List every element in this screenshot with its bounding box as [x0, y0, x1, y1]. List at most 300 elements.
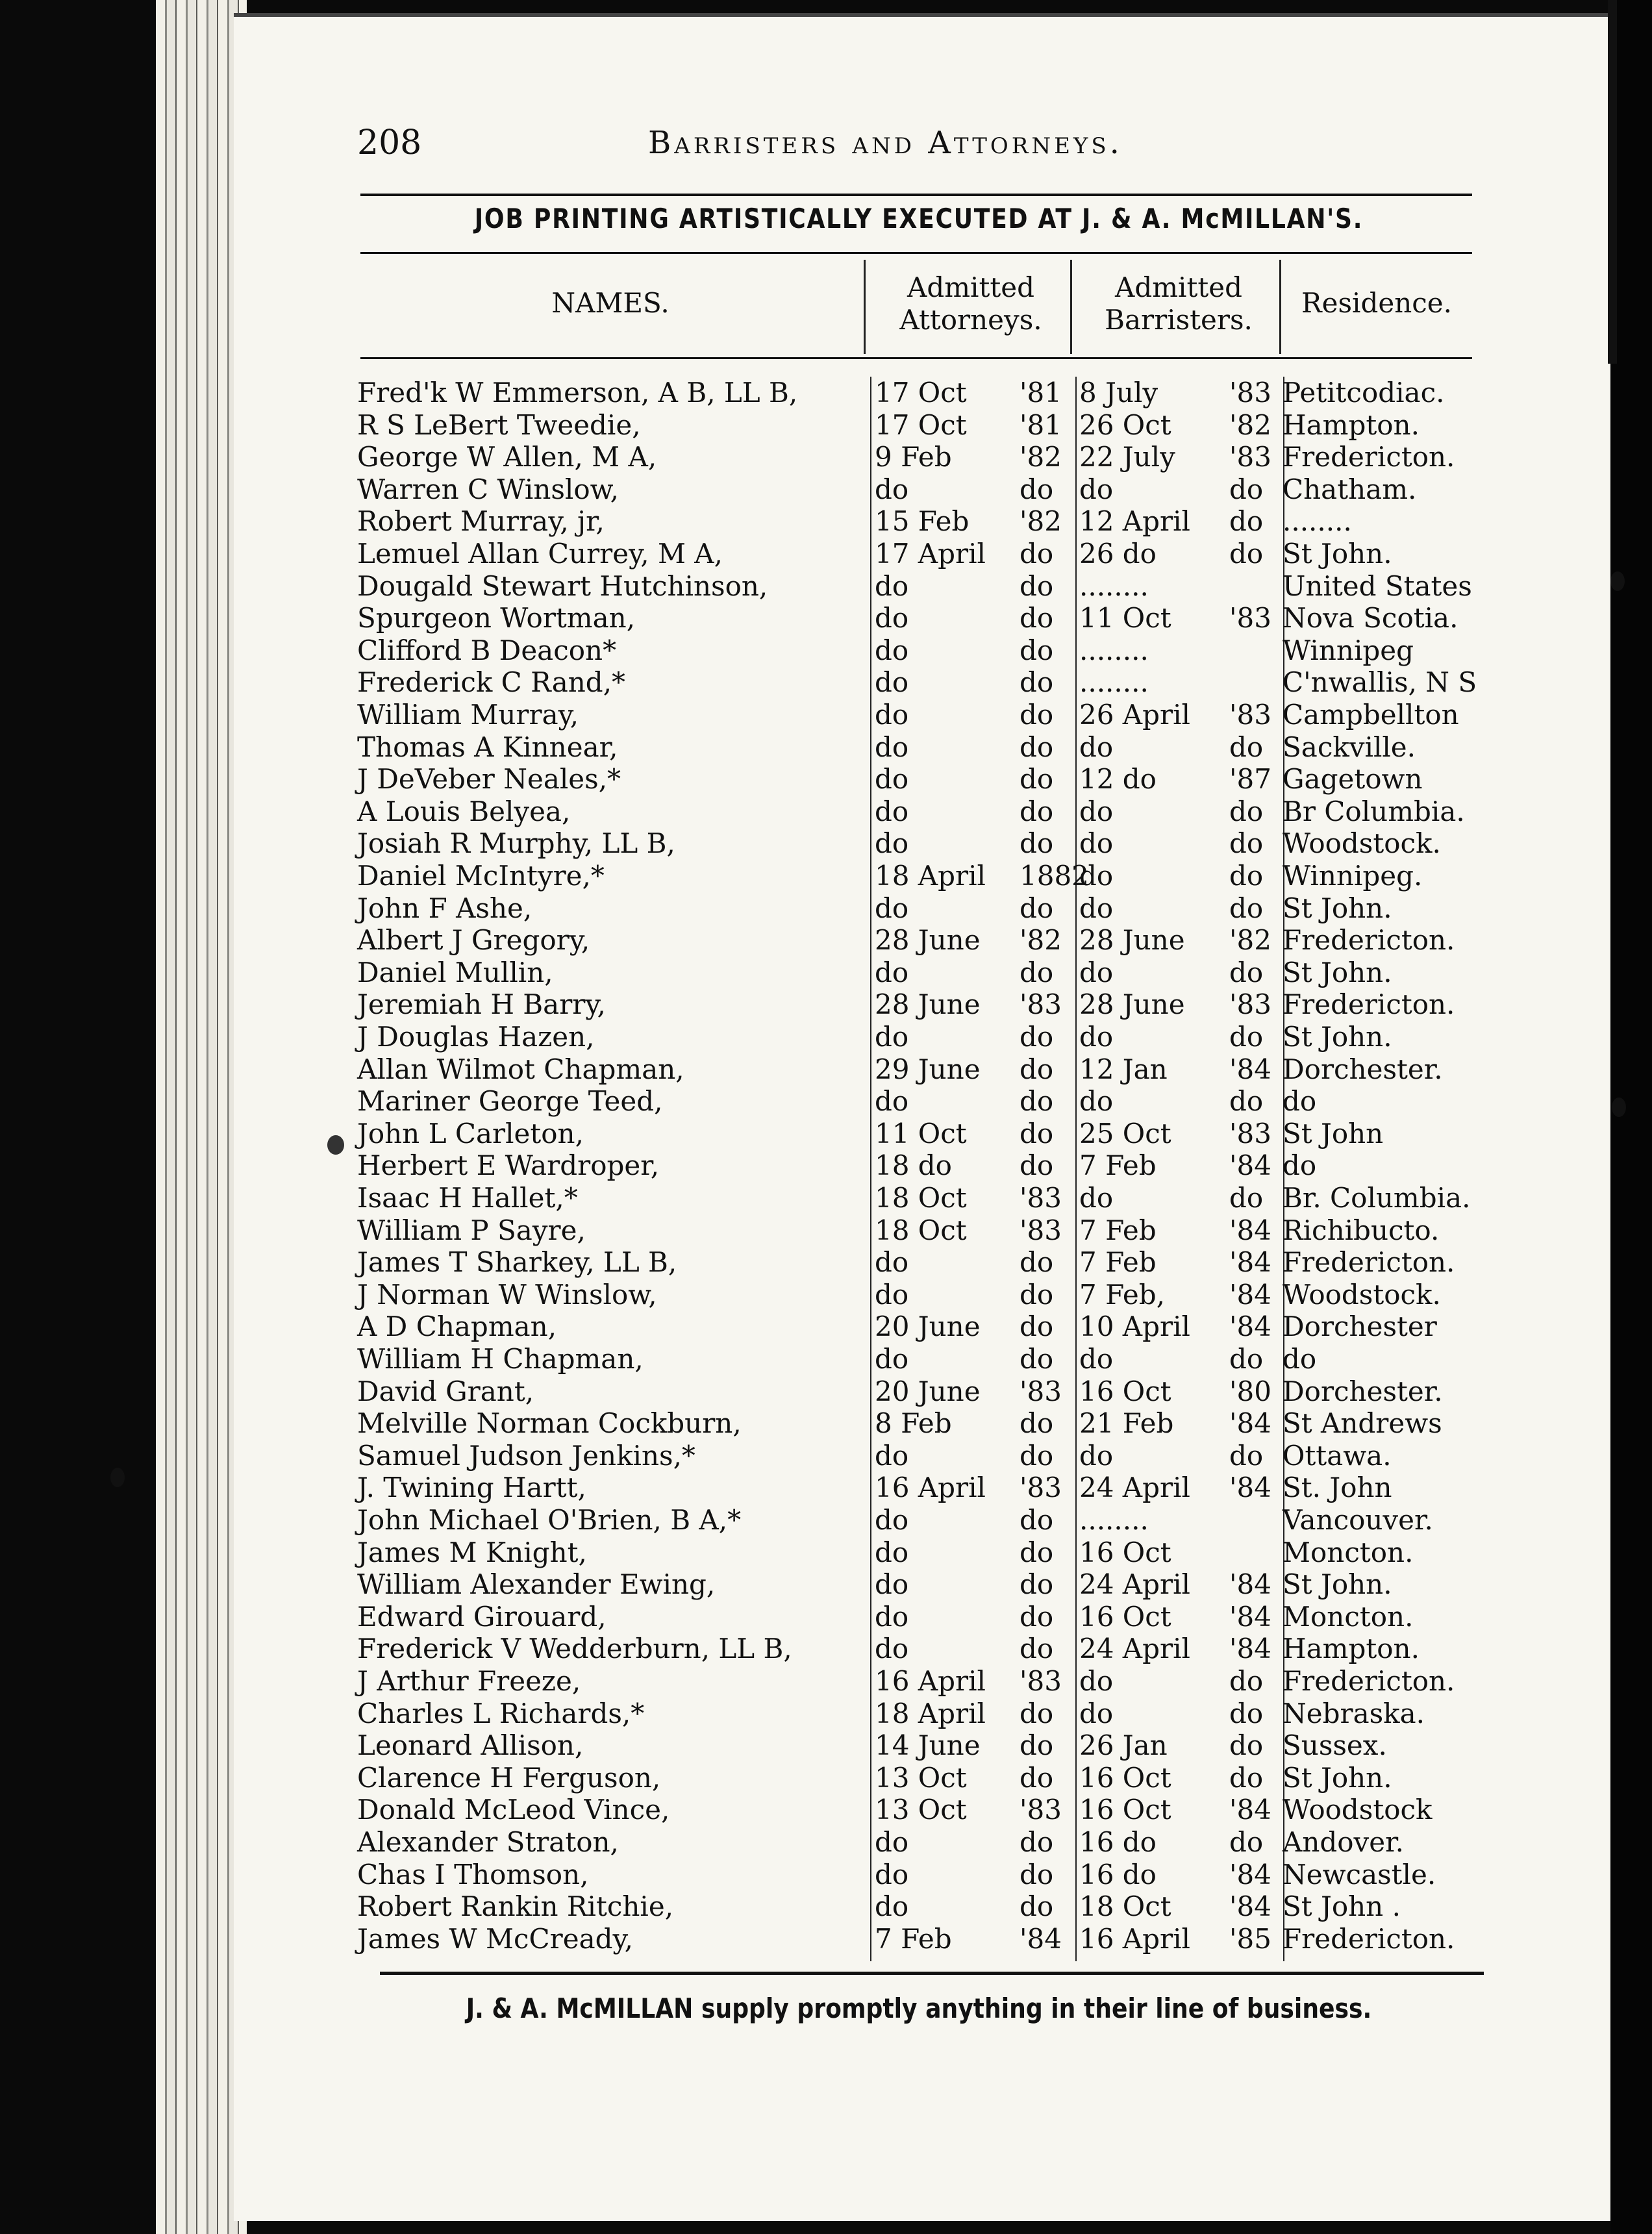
attorney-date-cell: 18 Oct	[875, 1182, 967, 1214]
attorney-date-cell: 14 June	[875, 1729, 981, 1762]
barrister-date-cell: 18 Oct	[1079, 1890, 1171, 1923]
banner-rule	[360, 252, 1472, 254]
attorney-date-cell: do	[875, 1021, 909, 1053]
barrister-date-cell: 16 Oct	[1079, 1600, 1171, 1633]
column-header-barristers	[1075, 271, 1283, 336]
attorney-year-cell: do	[1020, 827, 1054, 860]
barrister-year-cell: '84	[1229, 1568, 1271, 1601]
barrister-year-cell: '84	[1229, 1053, 1271, 1085]
barrister-date-cell: do	[1079, 827, 1114, 860]
residence-cell: St John	[1283, 1117, 1384, 1149]
attorney-year-cell: do	[1020, 1600, 1054, 1633]
attorney-year-cell: do	[1020, 956, 1054, 988]
name-cell: Clifford B Deacon*	[357, 634, 617, 666]
name-cell: A Louis Belyea,	[357, 795, 571, 827]
residence-cell: St John .	[1283, 1890, 1401, 1923]
attorney-year-cell: '83	[1020, 1665, 1062, 1697]
attorney-date-cell: 17 Oct	[875, 408, 967, 441]
barrister-year-cell: '82	[1229, 408, 1271, 441]
name-cell: Albert J Gregory,	[357, 924, 590, 957]
attorney-year-cell: do	[1020, 1633, 1054, 1665]
name-cell: Frederick V Wedderburn, LL B,	[357, 1633, 792, 1665]
attorney-year-cell: do	[1020, 1890, 1054, 1923]
attorney-year-cell: '82	[1020, 505, 1062, 538]
attorney-date-cell: do	[875, 1504, 909, 1536]
barrister-year-cell: '83	[1229, 377, 1271, 408]
barrister-year-cell: do	[1229, 1665, 1264, 1697]
residence-cell: Fredericton.	[1283, 924, 1455, 957]
attorney-year-cell: do	[1020, 1021, 1054, 1053]
barrister-date-cell: 21 Feb	[1079, 1407, 1174, 1440]
name-cell: R S LeBert Tweedie,	[357, 408, 641, 441]
column-header-attorneys-line2: Attorneys.	[899, 304, 1042, 336]
attorney-date-cell: 11 Oct	[875, 1117, 967, 1149]
attorney-year-cell: '83	[1020, 1375, 1062, 1407]
attorney-year-cell: do	[1020, 795, 1054, 827]
ink-blot	[327, 1135, 344, 1155]
residence-cell: Fredericton.	[1283, 1665, 1455, 1697]
barrister-date-cell: do	[1079, 860, 1114, 892]
attorney-date-cell: 18 do	[875, 1149, 952, 1182]
attorney-date-cell: do	[875, 602, 909, 634]
attorney-year-cell: do	[1020, 1407, 1054, 1440]
name-cell: Daniel McIntyre,*	[357, 860, 605, 892]
residence-cell: Winnipeg	[1283, 634, 1414, 666]
attorney-date-cell: do	[875, 763, 909, 796]
attorney-year-cell: '83	[1020, 1472, 1062, 1504]
attorney-year-cell: do	[1020, 1568, 1054, 1601]
page-header	[357, 123, 1474, 182]
barrister-year-cell: do	[1229, 1021, 1264, 1053]
name-cell: John Michael O'Brien, B A,*	[357, 1504, 742, 1536]
residence-cell: Gagetown	[1283, 763, 1423, 796]
barrister-date-cell: 8 July	[1079, 377, 1158, 408]
name-cell: J Norman W Winslow,	[357, 1278, 657, 1311]
attorney-date-cell: do	[875, 892, 909, 924]
residence-cell: United States	[1283, 570, 1472, 602]
attorney-year-cell: do	[1020, 1343, 1054, 1375]
name-cell: Dougald Stewart Hutchinson,	[357, 570, 768, 602]
residence-cell: St John.	[1283, 1021, 1392, 1053]
barrister-date-cell: 12 do	[1079, 763, 1157, 796]
barrister-year-cell: '84	[1229, 1633, 1271, 1665]
scan-artifact-spot	[1612, 1098, 1626, 1117]
attorney-date-cell: 9 Feb	[875, 441, 952, 473]
attorney-year-cell: '81	[1020, 408, 1062, 441]
attorney-date-cell: do	[875, 1085, 909, 1118]
barrister-date-cell: 22 July	[1079, 441, 1175, 473]
name-cell: John L Carleton,	[357, 1117, 584, 1149]
name-cell: Thomas A Kinnear,	[357, 731, 618, 763]
name-cell: William Alexander Ewing,	[357, 1568, 716, 1601]
barrister-year-cell: '84	[1229, 1890, 1271, 1923]
attorney-date-cell: do	[875, 795, 909, 827]
barrister-date-cell: 16 Oct	[1079, 1761, 1171, 1794]
column-divider	[870, 377, 871, 1961]
barrister-year-cell: '84	[1229, 1246, 1271, 1279]
residence-cell: Fredericton.	[1283, 1246, 1455, 1279]
name-cell: Herbert E Wardroper,	[357, 1149, 660, 1182]
attorney-date-cell: do	[875, 1858, 909, 1890]
attorney-date-cell: 16 April	[875, 1665, 986, 1697]
barrister-date-cell: 7 Feb	[1079, 1149, 1157, 1182]
name-cell: John F Ashe,	[357, 892, 532, 924]
page-number: 208	[357, 123, 422, 162]
attorney-year-cell: do	[1020, 1858, 1054, 1890]
barrister-date-cell: ........	[1079, 666, 1149, 699]
name-cell: A D Chapman,	[357, 1311, 557, 1343]
barrister-year-cell: '84	[1229, 1149, 1271, 1182]
barrister-date-cell: 24 April	[1079, 1633, 1190, 1665]
attorney-date-cell: do	[875, 1343, 909, 1375]
name-cell: Samuel Judson Jenkins,*	[357, 1439, 695, 1472]
column-divider	[1070, 260, 1072, 354]
residence-cell: St John.	[1283, 956, 1392, 988]
name-cell: Fred'k W Emmerson, A B, LL B,	[357, 377, 798, 408]
attorney-year-cell: do	[1020, 1729, 1054, 1762]
attorney-year-cell: do	[1020, 1117, 1054, 1149]
barrister-date-cell: 26 do	[1079, 538, 1157, 570]
barrister-year-cell: do	[1229, 1729, 1264, 1762]
barrister-year-cell: '83	[1229, 699, 1271, 731]
residence-cell: Nebraska.	[1283, 1697, 1425, 1729]
barrister-date-cell: do	[1079, 1439, 1114, 1472]
barrister-date-cell: 16 do	[1079, 1826, 1157, 1858]
barrister-year-cell: '84	[1229, 1858, 1271, 1890]
name-cell: Alexander Straton,	[357, 1826, 619, 1858]
barrister-date-cell: 26 April	[1079, 699, 1190, 731]
attorney-date-cell: do	[875, 1568, 909, 1601]
attorney-year-cell: '82	[1020, 924, 1062, 957]
residence-cell: Woodstock	[1283, 1794, 1433, 1826]
attorney-year-cell: '81	[1020, 377, 1062, 408]
attorney-year-cell: do	[1020, 763, 1054, 796]
attorney-year-cell: '83	[1020, 1182, 1062, 1214]
barrister-date-cell: 26 Oct	[1079, 408, 1171, 441]
barrister-year-cell: '83	[1229, 988, 1271, 1021]
name-cell: Donald McLeod Vince,	[357, 1794, 670, 1826]
advertisement-banner: JOB PRINTING ARTISTICALLY EXECUTED AT J. & A. McMILLAN'S.	[474, 203, 1364, 234]
barrister-date-cell: 26 Jan	[1079, 1729, 1168, 1762]
attorney-date-cell: 18 April	[875, 1697, 986, 1729]
barrister-year-cell: '84	[1229, 1600, 1271, 1633]
name-cell: Leonard Allison,	[357, 1729, 584, 1762]
name-cell: Warren C Winslow,	[357, 473, 619, 505]
column-header-names: NAMES.	[551, 287, 670, 319]
residence-cell: Ottawa.	[1283, 1439, 1392, 1472]
footer-rule	[380, 1972, 1484, 1975]
barrister-date-cell: 16 Oct	[1079, 1375, 1171, 1407]
attorney-year-cell: do	[1020, 666, 1054, 699]
residence-cell: Sussex.	[1283, 1729, 1387, 1762]
residence-cell: Woodstock.	[1283, 1278, 1441, 1311]
residence-cell: Moncton.	[1283, 1536, 1414, 1568]
attorney-date-cell: do	[875, 827, 909, 860]
name-cell: Charles L Richards,*	[357, 1697, 645, 1729]
barrister-date-cell: do	[1079, 795, 1114, 827]
barrister-year-cell: '82	[1229, 924, 1271, 957]
name-cell: William H Chapman,	[357, 1343, 644, 1375]
attorney-year-cell: '83	[1020, 1214, 1062, 1246]
attorney-year-cell: '84	[1020, 1922, 1062, 1955]
name-cell: Daniel Mullin,	[357, 956, 553, 988]
attorney-year-cell: do	[1020, 892, 1054, 924]
barrister-year-cell: '84	[1229, 1472, 1271, 1504]
column-divider	[1075, 377, 1077, 1961]
attorney-date-cell: do	[875, 1439, 909, 1472]
attorney-date-cell: 13 Oct	[875, 1761, 967, 1794]
barrister-date-cell: 16 April	[1079, 1922, 1190, 1955]
attorney-year-cell: '82	[1020, 441, 1062, 473]
barrister-year-cell: '84	[1229, 1278, 1271, 1311]
name-cell: James W McCready,	[357, 1922, 634, 1955]
attorney-date-cell: 17 Oct	[875, 377, 967, 408]
attorney-date-cell: do	[875, 1826, 909, 1858]
name-cell: J. Twining Hartt,	[357, 1472, 586, 1504]
barrister-year-cell: '83	[1229, 441, 1271, 473]
attorney-year-cell: do	[1020, 634, 1054, 666]
residence-cell: do	[1283, 1343, 1317, 1375]
attorney-year-cell: do	[1020, 570, 1054, 602]
attorney-year-cell: do	[1020, 1149, 1054, 1182]
barrister-date-cell: do	[1079, 1182, 1114, 1214]
barrister-date-cell: 24 April	[1079, 1568, 1190, 1601]
barrister-date-cell: 16 Oct	[1079, 1794, 1171, 1826]
residence-cell: Andover.	[1283, 1826, 1404, 1858]
residence-cell: Dorchester	[1283, 1311, 1437, 1343]
name-cell: William Murray,	[357, 699, 579, 731]
barrister-year-cell: '87	[1229, 763, 1271, 796]
residence-cell: Fredericton.	[1283, 988, 1455, 1021]
column-header-residence: Residence.	[1301, 287, 1452, 319]
header-bottom-rule	[360, 357, 1472, 359]
residence-cell: Hampton.	[1283, 1633, 1420, 1665]
name-cell: Mariner George Teed,	[357, 1085, 663, 1118]
residence-cell: do	[1283, 1149, 1317, 1182]
name-cell: George W Allen, M A,	[357, 441, 657, 473]
name-cell: Clarence H Ferguson,	[357, 1761, 661, 1794]
column-divider	[1279, 260, 1281, 354]
barrister-date-cell: do	[1079, 892, 1114, 924]
residence-cell: Chatham.	[1283, 473, 1417, 505]
barrister-year-cell: do	[1229, 505, 1264, 538]
attorney-date-cell: 16 April	[875, 1472, 986, 1504]
attorney-date-cell: 18 Oct	[875, 1214, 967, 1246]
attorney-date-cell: do	[875, 1890, 909, 1923]
attorney-date-cell: do	[875, 1633, 909, 1665]
barrister-date-cell: 28 June	[1079, 924, 1185, 957]
attorney-date-cell: do	[875, 473, 909, 505]
barrister-date-cell: 11 Oct	[1079, 602, 1171, 634]
barrister-date-cell: do	[1079, 1343, 1114, 1375]
page-top-edge	[234, 13, 1610, 17]
barrister-year-cell: '80	[1229, 1375, 1271, 1407]
residence-cell: Vancouver.	[1283, 1504, 1433, 1536]
barrister-year-cell: do	[1229, 956, 1264, 988]
residence-cell: Nova Scotia.	[1283, 602, 1458, 634]
book-page-edges	[156, 0, 247, 2234]
barrister-date-cell: do	[1079, 1085, 1114, 1118]
name-cell: Isaac H Hallet,*	[357, 1182, 578, 1214]
residence-cell: Petitcodiac.	[1283, 377, 1445, 408]
barrister-year-cell: do	[1229, 1439, 1264, 1472]
barrister-date-cell: do	[1079, 731, 1114, 763]
name-cell: Chas I Thomson,	[357, 1858, 589, 1890]
name-cell: Robert Rankin Ritchie,	[357, 1890, 674, 1923]
residence-cell: Richibucto.	[1283, 1214, 1440, 1246]
barrister-date-cell: do	[1079, 1697, 1114, 1729]
attorney-date-cell: 13 Oct	[875, 1794, 967, 1826]
barrister-date-cell: 12 April	[1079, 505, 1190, 538]
barrister-date-cell: 7 Feb,	[1079, 1278, 1166, 1311]
barrister-year-cell: do	[1229, 1085, 1264, 1118]
barrister-date-cell: do	[1079, 473, 1114, 505]
residence-cell: Winnipeg.	[1283, 860, 1423, 892]
attorney-year-cell: do	[1020, 1536, 1054, 1568]
barrister-year-cell: do	[1229, 860, 1264, 892]
residence-cell: Sackville.	[1283, 731, 1416, 763]
scan-artifact-spot	[110, 1468, 125, 1487]
residence-cell: Br Columbia.	[1283, 795, 1465, 827]
attorney-year-cell: do	[1020, 602, 1054, 634]
attorney-year-cell: do	[1020, 1697, 1054, 1729]
attorney-date-cell: do	[875, 699, 909, 731]
barrister-date-cell: 25 Oct	[1079, 1117, 1171, 1149]
attorney-year-cell: do	[1020, 1278, 1054, 1311]
attorney-year-cell: do	[1020, 1311, 1054, 1343]
residence-cell: Campbellton	[1283, 699, 1459, 731]
barrister-year-cell: '84	[1229, 1214, 1271, 1246]
attorney-year-cell: do	[1020, 473, 1054, 505]
attorney-date-cell: 29 June	[875, 1053, 981, 1085]
name-cell: J Arthur Freeze,	[357, 1665, 581, 1697]
residence-cell: St John.	[1283, 538, 1392, 570]
attorney-year-cell: do	[1020, 1826, 1054, 1858]
name-cell: James T Sharkey, LL B,	[357, 1246, 677, 1279]
barrister-date-cell: do	[1079, 1021, 1114, 1053]
residence-cell: C'nwallis, N S	[1283, 666, 1477, 699]
attorney-date-cell: do	[875, 1246, 909, 1279]
column-header-barristers-line2: Barristers.	[1105, 304, 1253, 336]
column-header-attorneys	[867, 271, 1075, 336]
barrister-date-cell: 7 Feb	[1079, 1214, 1157, 1246]
scan-artifact-spot	[1610, 571, 1625, 591]
barrister-date-cell: do	[1079, 1665, 1114, 1697]
column-divider	[864, 260, 866, 354]
barrister-year-cell: do	[1229, 1826, 1264, 1858]
name-cell: J Douglas Hazen,	[357, 1021, 595, 1053]
name-cell: William P Sayre,	[357, 1214, 586, 1246]
name-cell: Edward Girouard,	[357, 1600, 607, 1633]
barrister-year-cell: '85	[1229, 1922, 1271, 1955]
attorney-year-cell: do	[1020, 538, 1054, 570]
barrister-date-cell: 16 Oct	[1079, 1536, 1171, 1568]
residence-cell: Moncton.	[1283, 1600, 1414, 1633]
attorney-date-cell: do	[875, 956, 909, 988]
attorney-year-cell: do	[1020, 1504, 1054, 1536]
attorney-date-cell: do	[875, 634, 909, 666]
residence-cell: Hampton.	[1283, 408, 1420, 441]
barrister-year-cell: '84	[1229, 1407, 1271, 1440]
running-head: Barristers and Attorneys.	[648, 125, 1123, 161]
attorney-year-cell: do	[1020, 699, 1054, 731]
attorney-date-cell: 20 June	[875, 1375, 981, 1407]
residence-cell: Fredericton.	[1283, 441, 1455, 473]
name-cell: David Grant,	[357, 1375, 534, 1407]
name-cell: Lemuel Allan Currey, M A,	[357, 538, 723, 570]
column-header-barristers-line1: Admitted	[1115, 271, 1242, 303]
column-header-attorneys-line1: Admitted	[907, 271, 1034, 303]
barrister-year-cell: do	[1229, 1343, 1264, 1375]
attorney-date-cell: do	[875, 731, 909, 763]
barrister-date-cell: 7 Feb	[1079, 1246, 1157, 1279]
attorney-date-cell: 17 April	[875, 538, 986, 570]
barrister-year-cell: '83	[1229, 1117, 1271, 1149]
barrister-year-cell: '83	[1229, 602, 1271, 634]
attorney-year-cell: '83	[1020, 1794, 1062, 1826]
barrister-year-cell: do	[1229, 1761, 1264, 1794]
attorney-year-cell: do	[1020, 1246, 1054, 1279]
attorney-date-cell: 8 Feb	[875, 1407, 952, 1440]
barrister-date-cell: ........	[1079, 570, 1149, 602]
attorney-year-cell: do	[1020, 1053, 1054, 1085]
scan-artifact-bar	[1608, 0, 1617, 364]
residence-cell: St John.	[1283, 1568, 1392, 1601]
barrister-year-cell: do	[1229, 795, 1264, 827]
residence-cell: Fredericton.	[1283, 1922, 1455, 1955]
attorney-date-cell: do	[875, 1536, 909, 1568]
barrister-date-cell: 24 April	[1079, 1472, 1190, 1504]
barrister-date-cell: 28 June	[1079, 988, 1185, 1021]
attorney-date-cell: do	[875, 570, 909, 602]
barrister-date-cell: 16 do	[1079, 1858, 1157, 1890]
residence-cell: St. John	[1283, 1472, 1392, 1504]
attorney-date-cell: do	[875, 666, 909, 699]
attorney-year-cell: do	[1020, 1761, 1054, 1794]
barrister-year-cell: do	[1229, 538, 1264, 570]
barrister-date-cell: do	[1079, 956, 1114, 988]
attorney-date-cell: 7 Feb	[875, 1922, 952, 1955]
name-cell: Robert Murray, jr,	[357, 505, 605, 538]
barrister-year-cell: do	[1229, 892, 1264, 924]
residence-cell: St John.	[1283, 892, 1392, 924]
advertisement-footer: J. & A. McMILLAN supply promptly anything in their line of business.	[466, 1992, 1372, 2024]
attorney-date-cell: do	[875, 1600, 909, 1633]
attorney-date-cell: 28 June	[875, 924, 981, 957]
name-cell: Jeremiah H Barry,	[357, 988, 606, 1021]
barrister-year-cell: do	[1229, 1697, 1264, 1729]
header-rule	[360, 194, 1472, 196]
barrister-year-cell: do	[1229, 473, 1264, 505]
attorney-date-cell: 18 April	[875, 860, 986, 892]
attorney-year-cell: '83	[1020, 988, 1062, 1021]
barrister-date-cell: 10 April	[1079, 1311, 1190, 1343]
name-cell: Josiah R Murphy, LL B,	[357, 827, 675, 860]
name-cell: Allan Wilmot Chapman,	[357, 1053, 684, 1085]
residence-cell: do	[1283, 1085, 1317, 1118]
attorney-date-cell: 20 June	[875, 1311, 981, 1343]
barrister-year-cell: '84	[1229, 1311, 1271, 1343]
residence-cell: St Andrews	[1283, 1407, 1442, 1440]
attorney-year-cell: do	[1020, 1085, 1054, 1118]
attorney-year-cell: do	[1020, 731, 1054, 763]
attorney-year-cell: 1882	[1020, 860, 1089, 892]
name-cell: Melville Norman Cockburn,	[357, 1407, 742, 1440]
barrister-year-cell: do	[1229, 1182, 1264, 1214]
residence-cell: Dorchester.	[1283, 1375, 1443, 1407]
name-cell: Frederick C Rand,*	[357, 666, 626, 699]
barrister-year-cell: '84	[1229, 1794, 1271, 1826]
